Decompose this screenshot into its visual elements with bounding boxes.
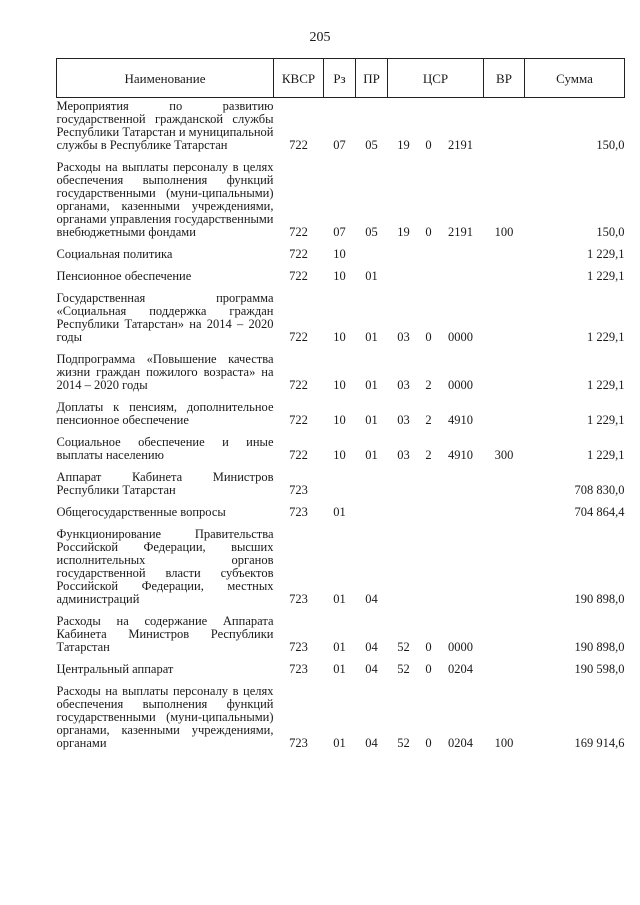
row-sum: 1 229,1	[587, 378, 625, 392]
row-kvsr: 723	[289, 662, 308, 676]
row-csr-subprogram: 0	[425, 330, 432, 344]
row-vr: 100	[494, 225, 514, 239]
row-csr-code: 4910	[448, 448, 473, 462]
row-kvsr: 722	[289, 138, 308, 152]
row-rz: 10	[333, 448, 346, 462]
row-sum: 1 229,1	[587, 330, 625, 344]
row-kvsr: 722	[289, 269, 308, 283]
row-name: Расходы на содержание Аппарата Кабинета Министров Республики Татарстан	[56, 614, 274, 654]
header-kvsr: КВСР	[274, 59, 324, 98]
row-pr	[356, 497, 388, 519]
row-rz: 01	[333, 736, 346, 750]
row-vr	[484, 606, 525, 654]
row-sum: 1 229,1	[587, 413, 625, 427]
row-csr-subprogram: 2	[425, 413, 432, 427]
row-sum: 1 229,1	[587, 247, 625, 261]
row-sum: 169 914,6	[574, 736, 625, 750]
row-sum: 704 864,4	[574, 505, 625, 519]
row-csr-code: 0000	[448, 378, 473, 392]
row-kvsr: 722	[289, 247, 308, 261]
row-csr-code	[438, 462, 484, 497]
row-rz: 10	[333, 378, 346, 392]
row-name: Пенсионное обеспечение	[56, 269, 192, 283]
row-csr-code: 4910	[448, 413, 473, 427]
row-vr: 100	[494, 736, 514, 750]
row-vr	[484, 261, 525, 283]
table-row	[57, 239, 625, 261]
row-pr: 05	[365, 138, 378, 152]
row-csr-subprogram: 0	[425, 138, 432, 152]
row-vr	[484, 239, 525, 261]
row-sum: 1 229,1	[587, 269, 625, 283]
row-pr: 01	[365, 269, 378, 283]
row-name: Аппарат Кабинета Министров Республики Татарстан	[56, 470, 274, 497]
row-csr-code: 2191	[448, 225, 473, 239]
row-csr-program: 03	[397, 378, 410, 392]
row-rz: 10	[333, 269, 346, 283]
row-csr-program	[388, 462, 420, 497]
row-pr: 01	[365, 448, 378, 462]
header-rz: Рз	[324, 59, 356, 98]
row-vr	[484, 497, 525, 519]
row-kvsr: 723	[289, 736, 308, 750]
row-vr	[484, 98, 525, 153]
table-row	[57, 283, 625, 344]
row-csr-code: 0000	[448, 330, 473, 344]
row-name: Доплаты к пенсиям, дополнительное пенсионное обеспечение	[56, 400, 274, 427]
table-row	[57, 261, 625, 283]
table-row	[57, 676, 625, 750]
row-csr-subprogram: 2	[425, 378, 432, 392]
row-rz	[324, 462, 356, 497]
row-csr-program: 52	[397, 662, 410, 676]
row-vr	[484, 654, 525, 676]
table-row	[57, 654, 625, 676]
row-kvsr: 722	[289, 378, 308, 392]
row-csr-program	[388, 239, 420, 261]
row-csr-subprogram	[420, 497, 438, 519]
row-vr	[484, 344, 525, 392]
row-csr-program: 52	[397, 736, 410, 750]
row-pr: 04	[365, 662, 378, 676]
row-kvsr: 723	[289, 640, 308, 654]
row-kvsr: 722	[289, 225, 308, 239]
row-csr-subprogram: 0	[425, 662, 432, 676]
table-row	[57, 344, 625, 392]
table-row	[57, 152, 625, 239]
row-rz: 01	[333, 662, 346, 676]
row-sum: 150,0	[596, 225, 625, 239]
row-sum: 1 229,1	[587, 448, 625, 462]
table-row	[57, 606, 625, 654]
row-csr-subprogram	[420, 462, 438, 497]
row-rz: 10	[333, 413, 346, 427]
row-name: Мероприятия по развитию государственной гражданской службы Республики Татарстан и муниципальной службы в Республике Татарстан	[56, 99, 274, 152]
row-csr-code	[438, 519, 484, 606]
row-kvsr: 722	[289, 448, 308, 462]
row-vr: 300	[494, 448, 514, 462]
row-vr	[484, 462, 525, 497]
row-sum: 150,0	[596, 138, 625, 152]
row-kvsr: 723	[289, 483, 308, 497]
row-csr-subprogram: 0	[425, 736, 432, 750]
row-vr	[484, 519, 525, 606]
table-header-row	[57, 59, 625, 98]
row-csr-code	[438, 261, 484, 283]
table-row	[57, 497, 625, 519]
table-row	[57, 98, 625, 153]
row-csr-code: 0204	[448, 662, 473, 676]
row-csr-subprogram	[420, 239, 438, 261]
table-row	[57, 462, 625, 497]
row-pr: 04	[365, 640, 378, 654]
row-rz: 01	[333, 505, 346, 519]
row-csr-program: 52	[397, 640, 410, 654]
row-vr	[484, 283, 525, 344]
row-sum: 190 598,0	[574, 662, 625, 676]
page-number: 205	[309, 30, 331, 45]
row-pr	[356, 462, 388, 497]
header-pr: ПР	[356, 59, 388, 98]
row-csr-subprogram: 0	[425, 225, 432, 239]
row-csr-program	[388, 519, 420, 606]
table-row	[57, 427, 625, 462]
row-pr: 04	[365, 592, 378, 606]
header-name: Наименование	[57, 59, 274, 98]
row-csr-program: 03	[397, 330, 410, 344]
row-vr	[484, 392, 525, 427]
row-csr-subprogram: 0	[425, 640, 432, 654]
row-csr-program: 03	[397, 448, 410, 462]
table-row	[57, 519, 625, 606]
row-rz: 01	[333, 640, 346, 654]
table-row	[57, 392, 625, 427]
row-name: Расходы на выплаты персоналу в целях обеспечения выполнения функций государственными (муни-ципальными) органами, казенными учреждениями, органами управления государственными внебюджетными фондами	[56, 160, 274, 239]
row-name: Функционирование Правительства Российской Федерации, высших исполнительных органов государственной власти субъектов Российской Федерации, местных администраций	[56, 527, 274, 606]
row-name: Государственная программа «Социальная поддержка граждан Республики Татарстан» на 2014 – 2020 годы	[56, 291, 274, 344]
header-sum: Сумма	[525, 59, 625, 98]
row-rz: 07	[333, 225, 346, 239]
row-name: Расходы на выплаты персоналу в целях обеспечения выполнения функций государственными (муни-ципальными) органами, казенными учреждениями, органами	[56, 684, 274, 750]
row-pr: 01	[365, 413, 378, 427]
row-csr-program: 19	[397, 138, 410, 152]
row-csr-code: 0000	[448, 640, 473, 654]
row-kvsr: 723	[289, 505, 308, 519]
header-csr: ЦСР	[388, 59, 484, 98]
row-csr-program	[388, 261, 420, 283]
row-pr: 01	[365, 330, 378, 344]
row-pr: 04	[365, 736, 378, 750]
row-pr	[356, 239, 388, 261]
row-rz: 10	[333, 247, 346, 261]
row-kvsr: 722	[289, 413, 308, 427]
row-rz: 07	[333, 138, 346, 152]
row-kvsr: 723	[289, 592, 308, 606]
row-sum: 190 898,0	[574, 640, 625, 654]
row-csr-program: 03	[397, 413, 410, 427]
row-pr: 05	[365, 225, 378, 239]
row-name: Центральный аппарат	[56, 662, 174, 676]
row-sum: 190 898,0	[574, 592, 625, 606]
row-kvsr: 722	[289, 330, 308, 344]
row-csr-subprogram	[420, 261, 438, 283]
row-csr-code	[438, 239, 484, 261]
header-vr: ВР	[484, 59, 525, 98]
row-pr: 01	[365, 378, 378, 392]
row-csr-code: 2191	[448, 138, 473, 152]
row-rz: 01	[333, 592, 346, 606]
row-csr-code: 0204	[448, 736, 473, 750]
row-csr-program: 19	[397, 225, 410, 239]
row-rz: 10	[333, 330, 346, 344]
row-name: Подпрограмма «Повышение качества жизни граждан пожилого возраста» на 2014 – 2020 годы	[56, 352, 274, 392]
row-csr-code	[438, 497, 484, 519]
row-sum: 708 830,0	[574, 483, 625, 497]
row-csr-program	[388, 497, 420, 519]
budget-table	[56, 58, 625, 750]
row-name: Социальная политика	[56, 247, 173, 261]
row-csr-subprogram	[420, 519, 438, 606]
row-name: Общегосударственные вопросы	[56, 505, 226, 519]
row-csr-subprogram: 2	[425, 448, 432, 462]
row-name: Социальное обеспечение и иные выплаты населению	[56, 435, 274, 462]
